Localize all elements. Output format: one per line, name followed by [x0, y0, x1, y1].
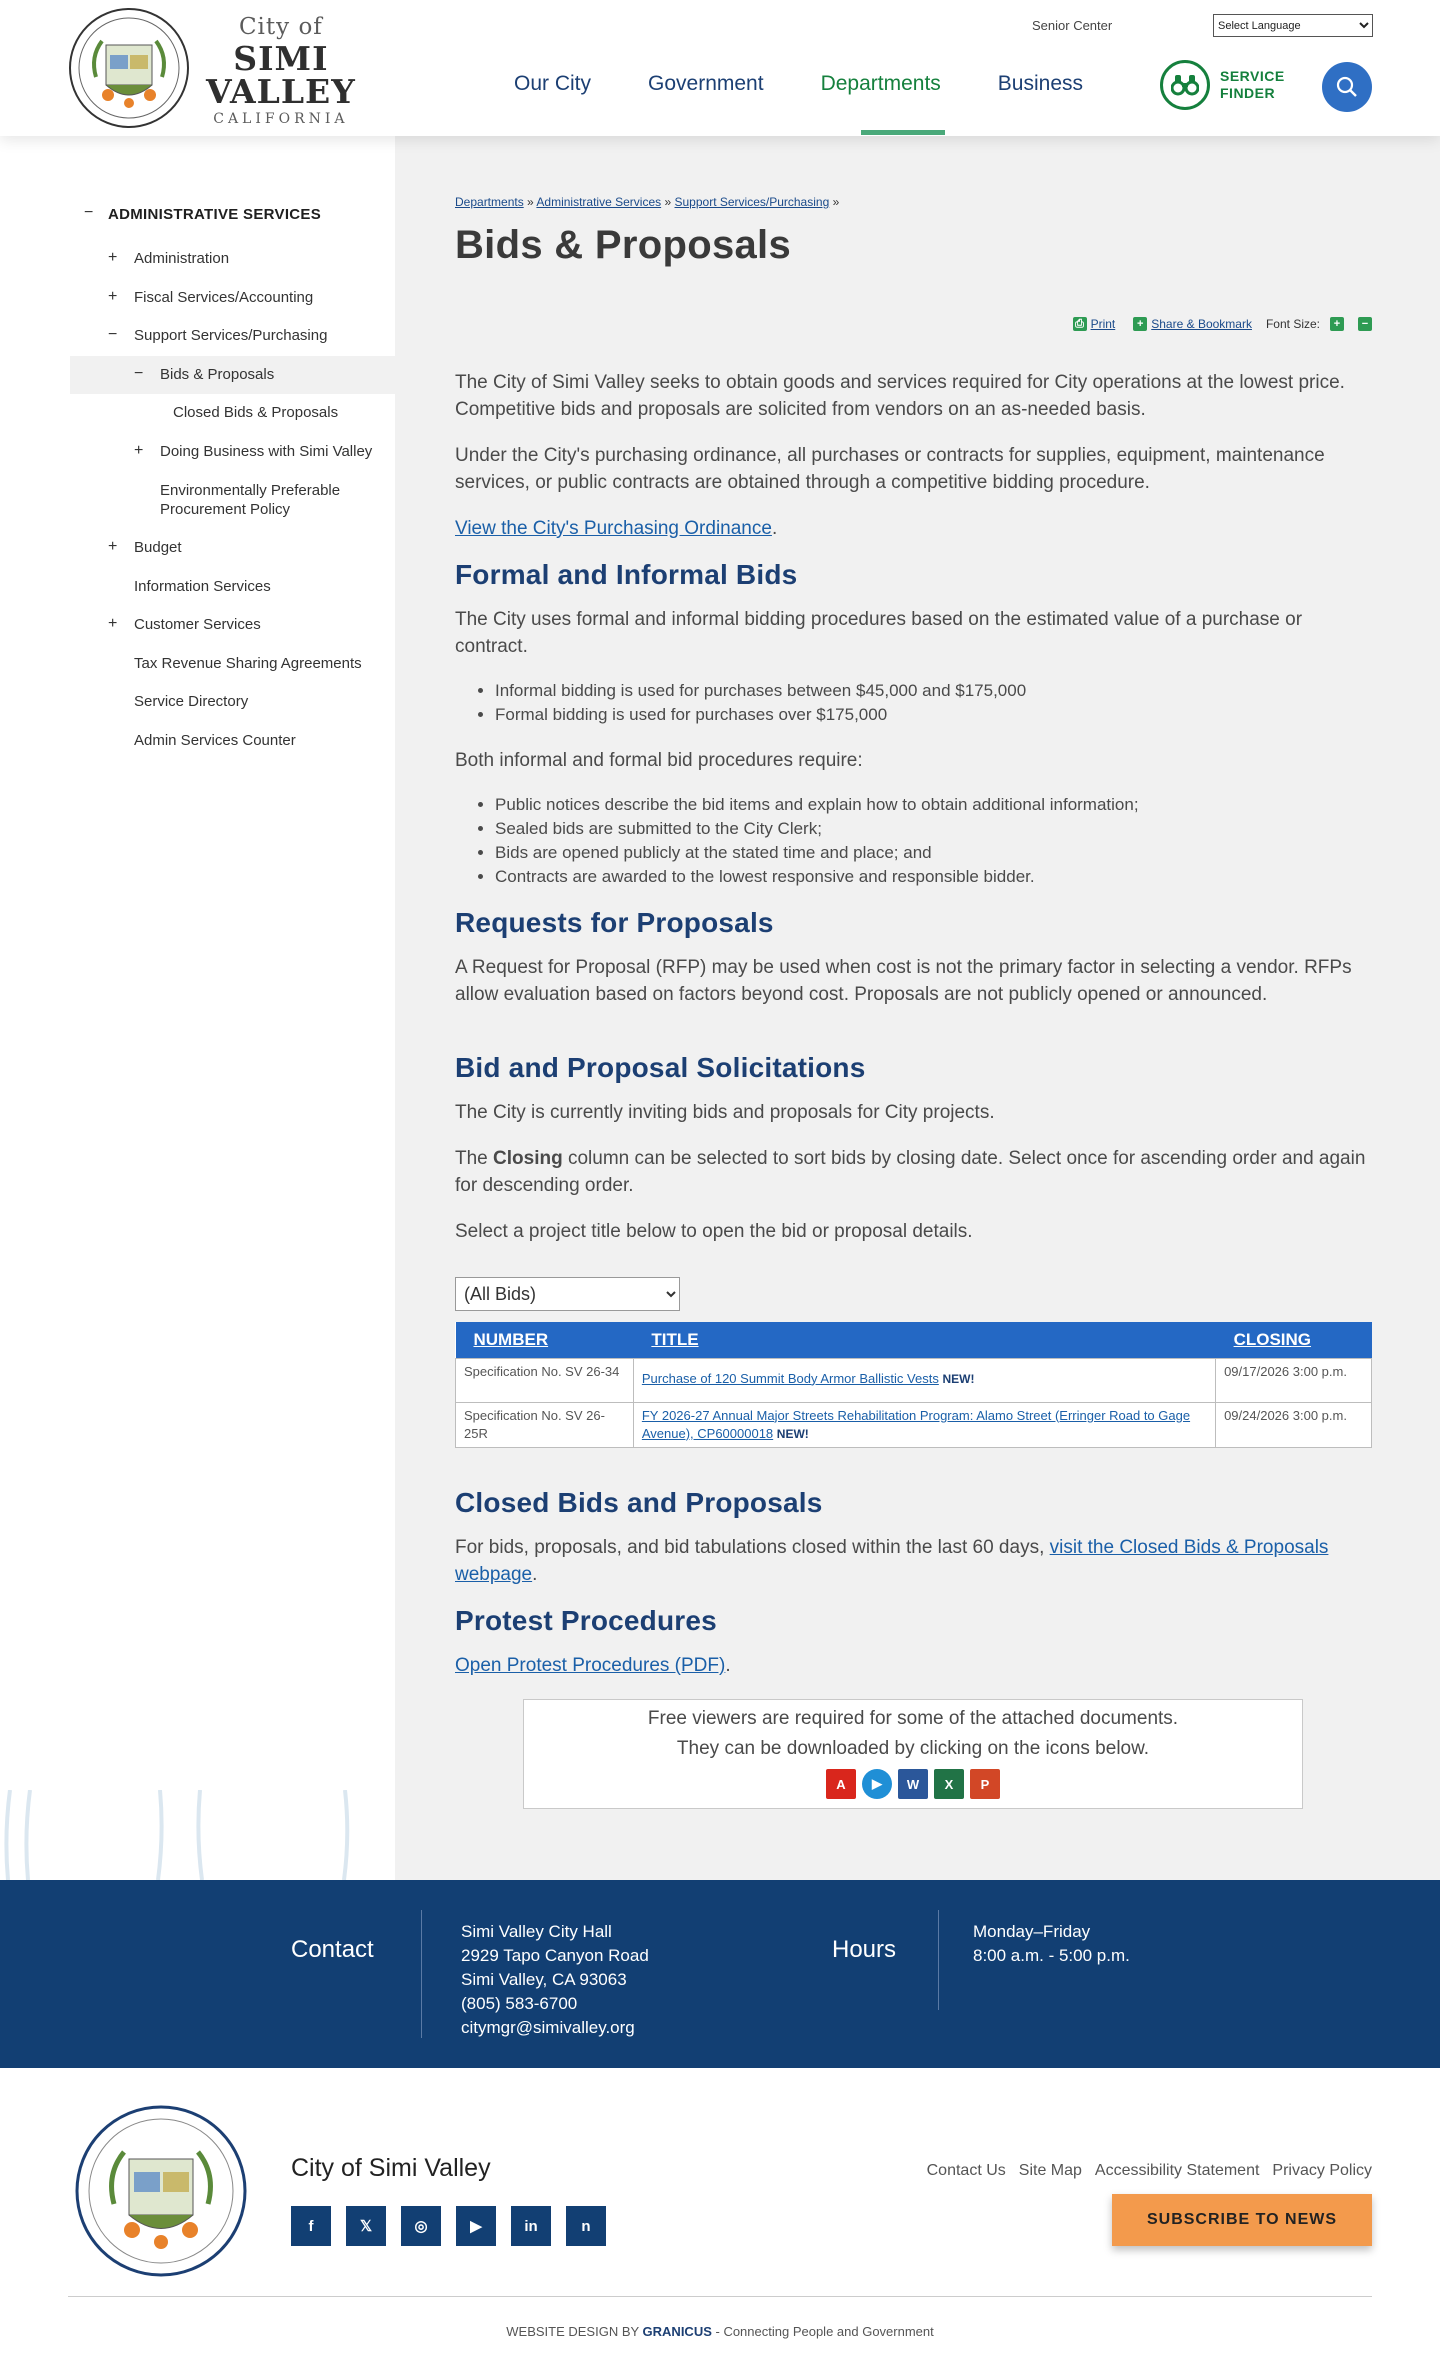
media-player-icon[interactable]: ▶: [862, 1769, 892, 1799]
expand-icon: +: [108, 288, 118, 305]
wordmark-line: City of: [238, 14, 323, 40]
wordmark-line: CALIFORNIA: [213, 111, 349, 127]
service-finder-line: SERVICE: [1220, 68, 1285, 85]
section-heading: Protest Procedures: [455, 1605, 717, 1636]
sidebar-item-bids-proposals[interactable]: [70, 356, 395, 394]
contact-line: Simi Valley City Hall: [461, 1922, 612, 1941]
section-heading: Formal and Informal Bids: [455, 559, 798, 590]
text-segment: column can be selected to sort bids by closing date. Select once for ascending order and again for descending order.: [455, 1148, 1366, 1196]
credit-text: - Connecting People and Government: [711, 2324, 934, 2339]
city-wordmark[interactable]: [206, 16, 356, 126]
text-segment: For bids, proposals, and bid tabulations closed within the last 60 days,: [455, 1537, 1050, 1558]
sidebar-item-label: Service Directory: [134, 693, 249, 710]
sidebar-item-label: Support Services/Purchasing: [134, 327, 328, 344]
service-finder-label: [1220, 68, 1285, 102]
column-header-number[interactable]: [456, 1322, 634, 1358]
breadcrumb-separator: »: [832, 195, 840, 209]
binoculars-icon: [1160, 60, 1210, 110]
font-decrease-button[interactable]: −: [1358, 317, 1372, 331]
powerpoint-viewer-icon[interactable]: P: [970, 1769, 1000, 1799]
page-title: Bids & Proposals: [455, 223, 791, 267]
sidebar-item-label: Procurement Policy: [160, 501, 291, 518]
breadcrumb-separator: »: [664, 195, 672, 209]
table-header-row: [456, 1322, 1372, 1358]
search-button[interactable]: [1322, 62, 1372, 112]
text-segment-bold: Closing: [493, 1148, 563, 1169]
granicus-link[interactable]: GRANICUS: [642, 2324, 712, 2339]
collapse-icon: −: [84, 204, 94, 221]
sidebar-item-budget[interactable]: [70, 539, 395, 563]
requirements-intro: Both informal and formal bid procedures require:: [455, 750, 863, 771]
list-item: • Bids are opened publicly at the stated time and place; and: [495, 841, 1412, 865]
breadcrumb: [455, 195, 1372, 209]
sidebar-heading-label: ADMINISTRATIVE SERVICES: [108, 206, 322, 223]
expand-icon: +: [108, 615, 118, 632]
main-nav: [514, 72, 1140, 96]
sort-link[interactable]: NUMBER: [473, 1329, 549, 1349]
share-bookmark-link[interactable]: Share & Bookmark: [1151, 317, 1252, 331]
breadcrumb-link[interactable]: Administrative Services: [536, 195, 662, 209]
punctuation: .: [532, 1564, 538, 1585]
bid-number-cell: Specification No. SV 26-25R: [456, 1402, 634, 1447]
hours-line: 8:00 a.m. - 5:00 p.m.: [973, 1946, 1130, 1965]
contact-line: 2929 Tapo Canyon Road: [461, 1946, 649, 1965]
hours-label: Hours: [832, 1936, 897, 1963]
footer-contact-band: [0, 1880, 1440, 2068]
main-content: [455, 195, 1372, 1855]
hours-info: [973, 1920, 1130, 1968]
protest-procedures-link[interactable]: Open Protest Procedures (PDF): [455, 1655, 726, 1676]
table-row: [456, 1402, 1372, 1447]
section-heading: Closed Bids and Proposals: [455, 1487, 823, 1518]
divider: [68, 2296, 1372, 2297]
new-badge: NEW!: [942, 1371, 975, 1386]
contact-info: [461, 1920, 649, 2040]
bid-title-cell: [633, 1358, 1215, 1402]
footer-link-privacy[interactable]: Privacy Policy: [1272, 2162, 1372, 2179]
bid-number-cell: Specification No. SV 26-34: [456, 1358, 634, 1402]
wordmark-line: SIMI: [233, 39, 329, 78]
footer-city-name: City of Simi Valley: [291, 2154, 491, 2182]
nextdoor-icon[interactable]: n: [566, 2206, 606, 2246]
punctuation: .: [725, 1655, 731, 1676]
sidebar-item-label: Information Services: [134, 578, 271, 595]
sidebar-item-label: Administration: [134, 250, 230, 267]
ordinance-paragraph: [455, 515, 777, 542]
section-heading: Bid and Proposal Solicitations: [455, 1052, 866, 1083]
sidebar-heading[interactable]: [70, 206, 395, 230]
requirements-list: [495, 793, 1412, 889]
column-header-closing[interactable]: [1216, 1322, 1372, 1358]
word-viewer-icon[interactable]: W: [898, 1769, 928, 1799]
site-header: [0, 0, 1440, 136]
instagram-icon[interactable]: ◎: [401, 2206, 441, 2246]
sidebar-item-administration[interactable]: [70, 250, 395, 274]
search-icon: [1336, 76, 1358, 98]
footer-link-sitemap[interactable]: Site Map: [1018, 2162, 1082, 2179]
collapse-icon: −: [134, 365, 144, 382]
intro-paragraph: Under the City's purchasing ordinance, all purchases or contracts for supplies, equipment, maintenance services, or public contracts are obtained through a competitive bidding procedure.: [455, 445, 1325, 493]
facebook-icon[interactable]: f: [291, 2206, 331, 2246]
sidebar-item-fiscal-services[interactable]: [70, 289, 395, 313]
text-segment: The: [455, 1148, 494, 1169]
list-item: • Formal bidding is used for purchases over $175,000: [495, 703, 1412, 727]
nav-our-city[interactable]: Our City: [514, 72, 592, 95]
expand-icon: +: [108, 249, 118, 266]
purchasing-ordinance-link[interactable]: View the City's Purchasing Ordinance: [455, 518, 772, 539]
divider: [421, 1910, 422, 2038]
list-item: • Public notices describe the bid items and explain how to obtain additional information;: [495, 793, 1412, 817]
senior-center-link[interactable]: Senior Center: [1032, 18, 1113, 33]
sort-link[interactable]: TITLE: [651, 1329, 699, 1349]
credit-text: WEBSITE DESIGN BY: [506, 2324, 643, 2339]
sidebar-item-tax-revenue[interactable]: [70, 655, 395, 679]
bid-title-link[interactable]: Purchase of 120 Summit Body Armor Ballistic Vests: [641, 1370, 939, 1386]
decorative-waves: [0, 1790, 395, 1880]
print-link[interactable]: Print: [1090, 317, 1116, 331]
bid-filter-select[interactable]: [455, 1277, 680, 1311]
bid-title-cell: [633, 1402, 1215, 1447]
rfp-paragraph: A Request for Proposal (RFP) may be used when cost is not the primary factor in selecting a vendor. RFPs allow evaluation based on factors beyond cost. Proposals are not publicly opened or announced.: [455, 957, 1352, 1005]
linkedin-icon[interactable]: in: [511, 2206, 551, 2246]
viewer-icons: [524, 1769, 1302, 1799]
breadcrumb-link[interactable]: Support Services/Purchasing: [674, 195, 830, 209]
subscribe-button[interactable]: SUBSCRIBE TO NEWS: [1112, 2194, 1372, 2246]
sidebar-item-label: Budget: [134, 539, 182, 556]
footer-link-contact[interactable]: Contact Us: [926, 2162, 1006, 2179]
expand-icon: +: [134, 442, 144, 459]
sidebar-item-label: Environmentally Preferable: [160, 482, 341, 499]
footer-links: [914, 2162, 1372, 2180]
divider: [938, 1910, 939, 2010]
sidebar-item-service-directory[interactable]: [70, 693, 395, 717]
select-instructions: Select a project title below to open the bid or proposal details.: [455, 1221, 973, 1242]
city-seal-logo[interactable]: [68, 7, 190, 129]
list-item: • Sealed bids are submitted to the City Clerk;: [495, 817, 1412, 841]
bid-title-link[interactable]: FY 2026-27 Annual Major Streets Rehabilitation Program: Alamo Street (Erringer Road to Gage Avenue), CP60000018: [641, 1407, 1191, 1441]
bid-threshold-list: [495, 679, 1412, 727]
language-select[interactable]: [1213, 14, 1373, 37]
nav-government[interactable]: Government: [648, 72, 764, 95]
sidebar-item-label: Fiscal Services/Accounting: [134, 289, 314, 306]
section-sidebar: [70, 206, 395, 230]
phone-link[interactable]: (805) 583-6700: [461, 1994, 578, 2013]
sidebar-item-admin-counter[interactable]: [70, 732, 395, 756]
sidebar-item-label: Doing Business with Simi Valley: [160, 443, 373, 460]
list-item: • Contracts are awarded to the lowest responsive and responsible bidder.: [495, 865, 1412, 889]
page-tools: [1073, 317, 1372, 331]
punctuation: .: [771, 518, 778, 539]
solicitations-paragraph: The City is currently inviting bids and proposals for City projects.: [455, 1102, 995, 1123]
nav-departments[interactable]: Departments: [820, 72, 941, 95]
website-credit: [0, 2324, 1440, 2339]
city-seal-logo[interactable]: [74, 2104, 248, 2278]
youtube-icon[interactable]: ▶: [456, 2206, 496, 2246]
contact-line: Simi Valley, CA 93063: [461, 1970, 627, 1989]
breadcrumb-separator: »: [527, 195, 534, 209]
sort-instructions: [455, 1145, 1372, 1199]
viewers-text: They can be downloaded by clicking on the icons below.: [676, 1738, 1150, 1759]
sidebar-item-support-services[interactable]: [70, 327, 395, 351]
table-row: [456, 1358, 1372, 1402]
new-badge: NEW!: [776, 1426, 809, 1441]
email-link[interactable]: citymgr@simivalley.org: [461, 2018, 635, 2037]
breadcrumb-link[interactable]: Departments: [455, 195, 524, 209]
sidebar-item-environmental-policy[interactable]: [70, 482, 395, 522]
footer-link-accessibility[interactable]: Accessibility Statement: [1094, 2162, 1260, 2179]
sidebar-item-doing-business[interactable]: [70, 443, 395, 467]
bid-closing-cell: 09/24/2026 3:00 p.m.: [1216, 1402, 1372, 1447]
hours-line: Monday–Friday: [973, 1922, 1091, 1941]
sidebar-item-label: Customer Services: [134, 616, 261, 633]
sort-link[interactable]: CLOSING: [1233, 1329, 1312, 1349]
column-header-title[interactable]: [633, 1322, 1215, 1358]
footer-bottom: [0, 2068, 1440, 2368]
protest-paragraph: [455, 1652, 731, 1679]
wordmark-line: VALLEY: [206, 72, 356, 111]
bids-table: [455, 1322, 1372, 1448]
collapse-icon: −: [108, 326, 118, 343]
excel-viewer-icon[interactable]: X: [934, 1769, 964, 1799]
section-heading: Requests for Proposals: [455, 907, 774, 938]
intro-paragraph: The City of Simi Valley seeks to obtain goods and services required for City operations at the lowest price. Competitive bids and proposals are solicited from vendors on an as-needed basis.: [455, 372, 1345, 420]
share-icon: +: [1133, 317, 1147, 331]
sidebar-item-customer-services[interactable]: [70, 616, 395, 640]
service-finder-line: FINDER: [1220, 85, 1276, 101]
closed-bids-link[interactable]: visit the Closed Bids & Proposals webpage: [455, 1537, 1329, 1585]
font-increase-button[interactable]: +: [1330, 317, 1344, 331]
print-icon: ⎙: [1073, 317, 1087, 331]
sidebar-item-label: Closed Bids & Proposals: [173, 404, 339, 421]
bid-closing-cell: 09/17/2026 3:00 p.m.: [1216, 1358, 1372, 1402]
formal-paragraph: The City uses formal and informal bidding procedures based on the estimated value of a purchase or contract.: [455, 609, 1303, 657]
nav-business[interactable]: Business: [997, 72, 1084, 95]
font-size-label: Font Size:: [1265, 317, 1320, 331]
sidebar-item-label: Admin Services Counter: [134, 732, 296, 749]
sidebar-item-label: Bids & Proposals: [160, 366, 275, 383]
social-links: [291, 2206, 621, 2246]
active-nav-indicator: [861, 130, 945, 135]
free-viewers-box: [523, 1699, 1303, 1809]
list-item: • Informal bidding is used for purchases between $45,000 and $175,000: [495, 679, 1412, 703]
service-finder-button[interactable]: [1160, 60, 1285, 110]
viewers-text: Free viewers are required for some of the attached documents.: [647, 1708, 1179, 1729]
x-twitter-icon[interactable]: 𝕏: [346, 2206, 386, 2246]
sidebar-item-information-services[interactable]: [70, 578, 395, 602]
adobe-reader-icon[interactable]: A: [826, 1769, 856, 1799]
contact-label: Contact: [291, 1936, 374, 1963]
expand-icon: +: [108, 538, 118, 555]
sidebar-item-closed-bids[interactable]: [70, 404, 395, 428]
sidebar-item-label: Tax Revenue Sharing Agreements: [134, 655, 362, 672]
closed-paragraph: [455, 1534, 1372, 1588]
